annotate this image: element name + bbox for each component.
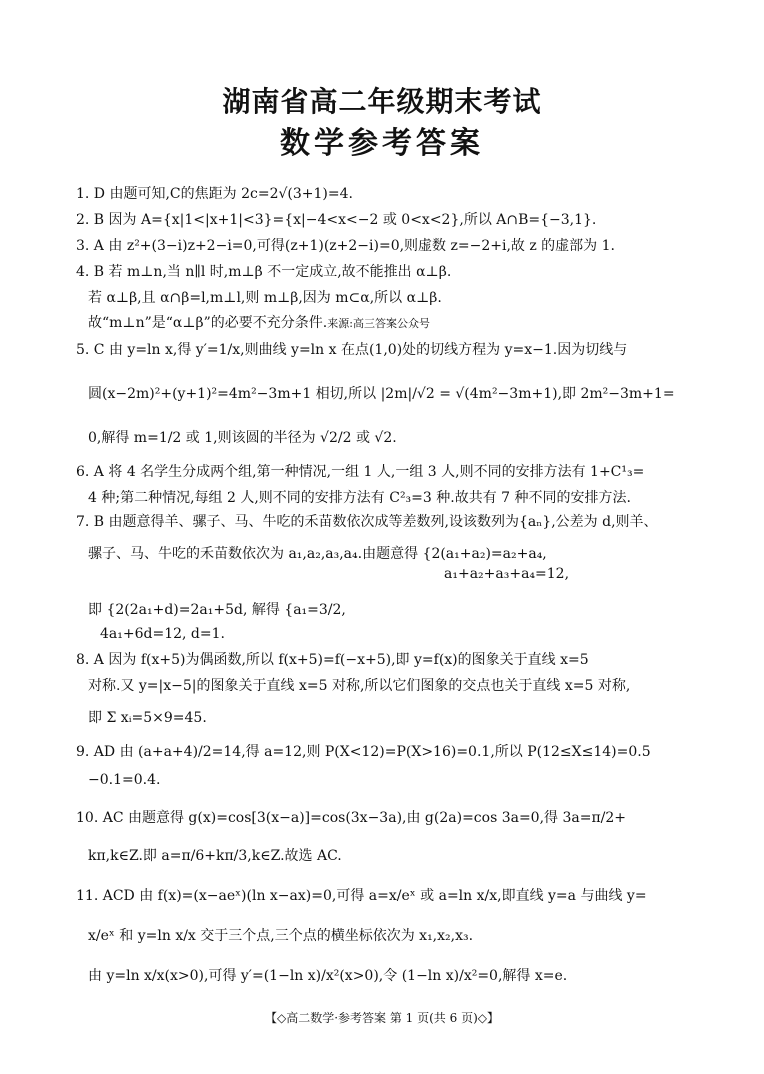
answer-line: 10. AC 由题意得 g(x)=cos[3(x−a)]=cos(3x−3a),由 g(2a)=cos 3a=0,得 3a=π/2+ [76, 810, 627, 826]
answer-line: 11. ACD 由 f(x)=(x−aeˣ)(ln x−ax)=0,可得 a=x/eˣ 或 a=ln x/x,即直线 y=a 与曲线 y= [76, 888, 647, 904]
answer-line: kπ,k∈Z.即 a=π/6+kπ/3,k∈Z.故选 AC. [88, 848, 342, 864]
answer-line: 7. B 由题意得羊、骡子、马、牛吃的禾苗数依次成等差数列,设该数列为{aₙ},公差为 d,则羊、 [76, 514, 658, 530]
answer-line: x/eˣ 和 y=ln x/x 交于三个点,三个点的横坐标依次为 x₁,x₂,x₃. [88, 928, 474, 944]
page-title: 湖南省高二年级期末考试 [222, 85, 542, 118]
answer-line: 0,解得 m=1/2 或 1,则该圆的半径为 √2/2 或 √2. [88, 430, 397, 446]
answer-line: 1. D 由题可知,C的焦距为 2c=2√(3+1)=4. [76, 186, 353, 202]
answer-line [88, 313, 704, 334]
answer-line: 3. A 由 z²+(3−i)z+2−i=0,可得(z+1)(z+2−i)=0,则虚数 z=−2+i,故 z 的虚部为 1. [76, 238, 615, 254]
answer-line: 即 Σ xᵢ=5×9=45. [88, 710, 207, 726]
answer-line: 即 {2(2a₁+d)=2a₁+5d, 解得 {a₁=3/2, [88, 602, 346, 618]
answer-line: 8. A 因为 f(x+5)为偶函数,所以 f(x+5)=f(−x+5),即 y=f(x)的图象关于直线 x=5 [76, 652, 589, 668]
answer-text: 故“m⊥n”是“α⊥β”的必要不充分条件. [88, 315, 328, 331]
answer-line: 骡子、马、牛吃的禾苗数依次为 a₁,a₂,a₃,a₄.由题意得 {2(a₁+a₂)=a₂+a₄, [88, 546, 547, 562]
answer-line: 对称.又 y=|x−5|的图象关于直线 x=5 对称,所以它们图象的交点也关于直线 x=5 对称, [88, 678, 631, 694]
answer-line: 由 y=ln x/x(x>0),可得 y′=(1−ln x)/x²(x>0),令 (1−ln x)/x²=0,解得 x=e. [88, 968, 568, 984]
answer-line: 4. B 若 m⊥n,当 n∥l 时,m⊥β 不一定成立,故不能推出 α⊥β. [76, 264, 452, 280]
answer-line: −0.1=0.4. [88, 772, 161, 788]
answer-line: 2. B 因为 A={x|1<|x+1|<3}={x|−4<x<−2 或 0<x<2},所以 A∩B={−3,1}. [76, 212, 597, 228]
answer-line: 6. A 将 4 名学生分成两个组,第一种情况,一组 1 人,一组 3 人,则不同的安排方法有 1+C¹₃= [76, 464, 645, 480]
answer-line: 圆(x−2m)²+(y+1)²=4m²−3m+1 相切,所以 |2m|/√2 = √(4m²−3m+1),即 2m²−3m+1= [88, 386, 675, 402]
answer-line: a₁+a₂+a₃+a₄=12, [444, 566, 570, 582]
answer-line: 5. C 由 y=ln x,得 y′=1/x,则曲线 y=ln x 在点(1,0)处的切线方程为 y=x−1.因为切线与 [76, 342, 628, 358]
answer-line: 4a₁+6d=12, d=1. [100, 626, 225, 642]
answer-line: 4 种;第二种情况,每组 2 人,则不同的安排方法有 C²₃=3 种.故共有 7 种不同的安排方法. [88, 490, 631, 506]
answer-line: 若 α⊥β,且 α∩β=l,m⊥l,则 m⊥β,因为 m⊂α,所以 α⊥β. [88, 290, 442, 306]
answer-line: 9. AD 由 (a+a+4)/2=14,得 a=12,则 P(X<12)=P(X>16)=0.1,所以 P(12≤X≤14)=0.5 [76, 744, 651, 760]
page-subtitle: 数学参考答案 [280, 126, 484, 161]
page-footer: 【◇高二数学·参考答案 第 1 页(共 6 页)◇】 [265, 1011, 499, 1025]
source-note: 来源:高三答案公众号 [327, 317, 430, 330]
